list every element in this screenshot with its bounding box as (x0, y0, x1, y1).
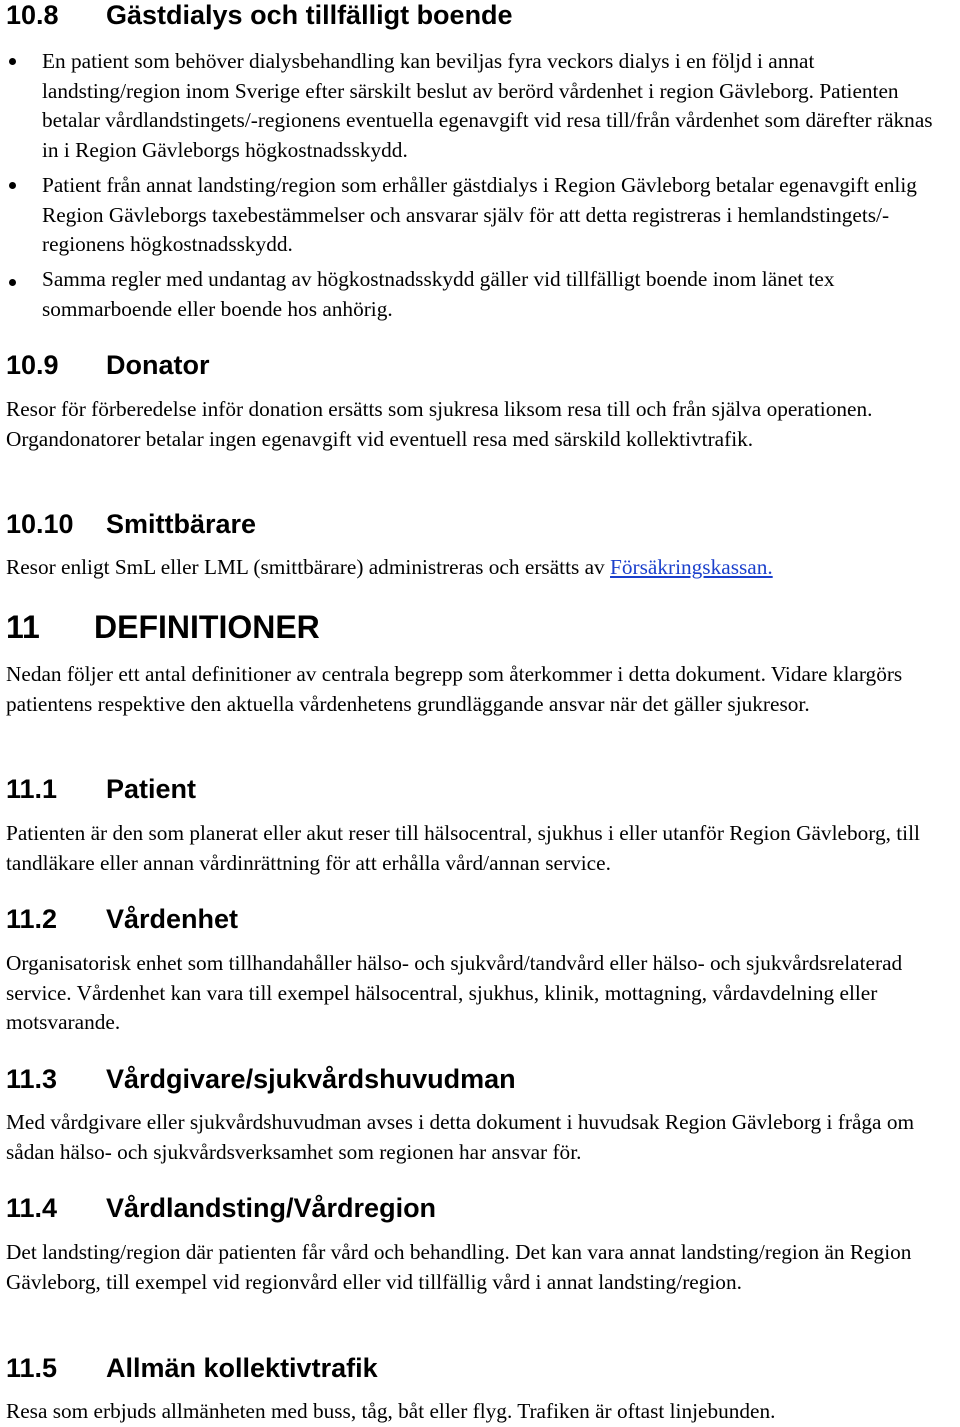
section-heading-11-5 (6, 1352, 378, 1384)
section-heading-11-4 (6, 1192, 436, 1224)
section-title: Vårdgivare/sjukvårdshuvudman (106, 1064, 516, 1094)
section-title: Allmän kollektivtrafik (106, 1353, 378, 1383)
section-number: 11.4 (6, 1193, 58, 1223)
list-item: Samma regler med undantag av högkostnadsskydd gäller vid tillfälligt boende inom länet tex sommarboende eller boende hos anhörig. (42, 267, 835, 321)
section-paragraph (6, 553, 956, 583)
section-title: Donator (106, 350, 210, 380)
section-paragraph: Resor för förberedelse inför donation ersätts som sjukresa liksom resa till och från själva operationen. Organdonatorer betalar ingen egenavgift vid eventuell resa med särskild kollektivtrafik. (6, 397, 873, 451)
section-title: Smittbärare (106, 509, 257, 539)
list-item: En patient som behöver dialysbehandling kan beviljas fyra veckors dialys i en följd i annat landsting/region inom Sverige efter särskilt beslut av berörd vårdenhet i region Gävleborg. Patienten betalar vårdlandstingets/-regionens eventuella egenavgift vid resa till/från vårdenhet som därefter räknas in i Region Gävleborgs högkostnadsskydd. (42, 49, 933, 162)
section-number: 10.9 (6, 350, 59, 380)
section-heading-11-2 (6, 903, 238, 935)
list-item: Patient från annat landsting/region som erhåller gästdialys i Region Gävleborg betalar egenavgift enlig Region Gävleborgs taxebestämmelser och ansvarar själv för att detta registreras i hemlandstingets/-regionens högkostnadsskydd. (42, 173, 917, 256)
forsakringskassan-link[interactable]: Försäkringskassan. (610, 555, 773, 579)
section-number: 11 (6, 609, 40, 645)
section-number: 11.2 (6, 904, 58, 934)
chapter-heading-11 (6, 608, 320, 646)
section-number: 11.5 (6, 1353, 58, 1383)
section-paragraph: Med vårdgivare eller sjukvårdshuvudman avses i detta dokument i huvudsak Region Gävleborg i fråga om sådan hälso- och sjukvårdsverksamhet som regionen har ansvar för. (6, 1110, 915, 1164)
section-paragraph: Organisatorisk enhet som tillhandahåller hälso- och sjukvård/tandvård eller hälso- och sjukvårdsrelaterad service. Vårdenhet kan vara till exempel hälsocentral, sjukhus, klinik, mottagning, vårdavdelning eller motsvarande. (6, 951, 903, 1034)
section-title: Gästdialys och tillfälligt boende (106, 0, 513, 30)
bullet-icon (9, 58, 16, 65)
section-title: Patient (106, 774, 197, 804)
paragraph-text: Resor enligt SmL eller LML (smittbärare) administreras och ersätts av (6, 555, 611, 579)
section-title: Vårdenhet (106, 904, 239, 934)
section-heading-11-1 (6, 773, 196, 805)
section-title: Vårdlandsting/Vårdregion (106, 1193, 437, 1223)
section-title: DEFINITIONER (94, 609, 320, 645)
section-heading-11-3 (6, 1063, 516, 1095)
section-number: 10.8 (6, 0, 59, 30)
section-paragraph: Det landsting/region där patienten får vård och behandling. Det kan vara annat landsting/region än Region Gävleborg, till exempel vid regionvård eller vid tillfällig vård i annat landsting/region. (6, 1240, 912, 1294)
section-number: 10.10 (6, 509, 74, 539)
section-heading-10-9 (6, 349, 210, 381)
section-number: 11.1 (6, 774, 58, 804)
section-heading-10-8 (6, 0, 513, 31)
section-paragraph: Patienten är den som planerat eller akut reser till hälsocentral, sjukhus i eller utanför Region Gävleborg, till tandläkare eller annan vårdinrättning för att erhålla vård/annan service. (6, 821, 920, 875)
section-paragraph: Resa som erbjuds allmänheten med buss, tåg, båt eller flyg. Trafiken är oftast linjebunden. (6, 1399, 776, 1423)
bullet-icon (9, 182, 16, 189)
section-number: 11.3 (6, 1064, 58, 1094)
section-heading-10-10 (6, 508, 256, 540)
bullet-icon (9, 279, 16, 286)
section-paragraph: Nedan följer ett antal definitioner av centrala begrepp som återkommer i detta dokument. Vidare klargörs patientens respektive den aktuella vårdenhetens grundläggande ansvar när det gäller sjukresor. (6, 662, 903, 716)
